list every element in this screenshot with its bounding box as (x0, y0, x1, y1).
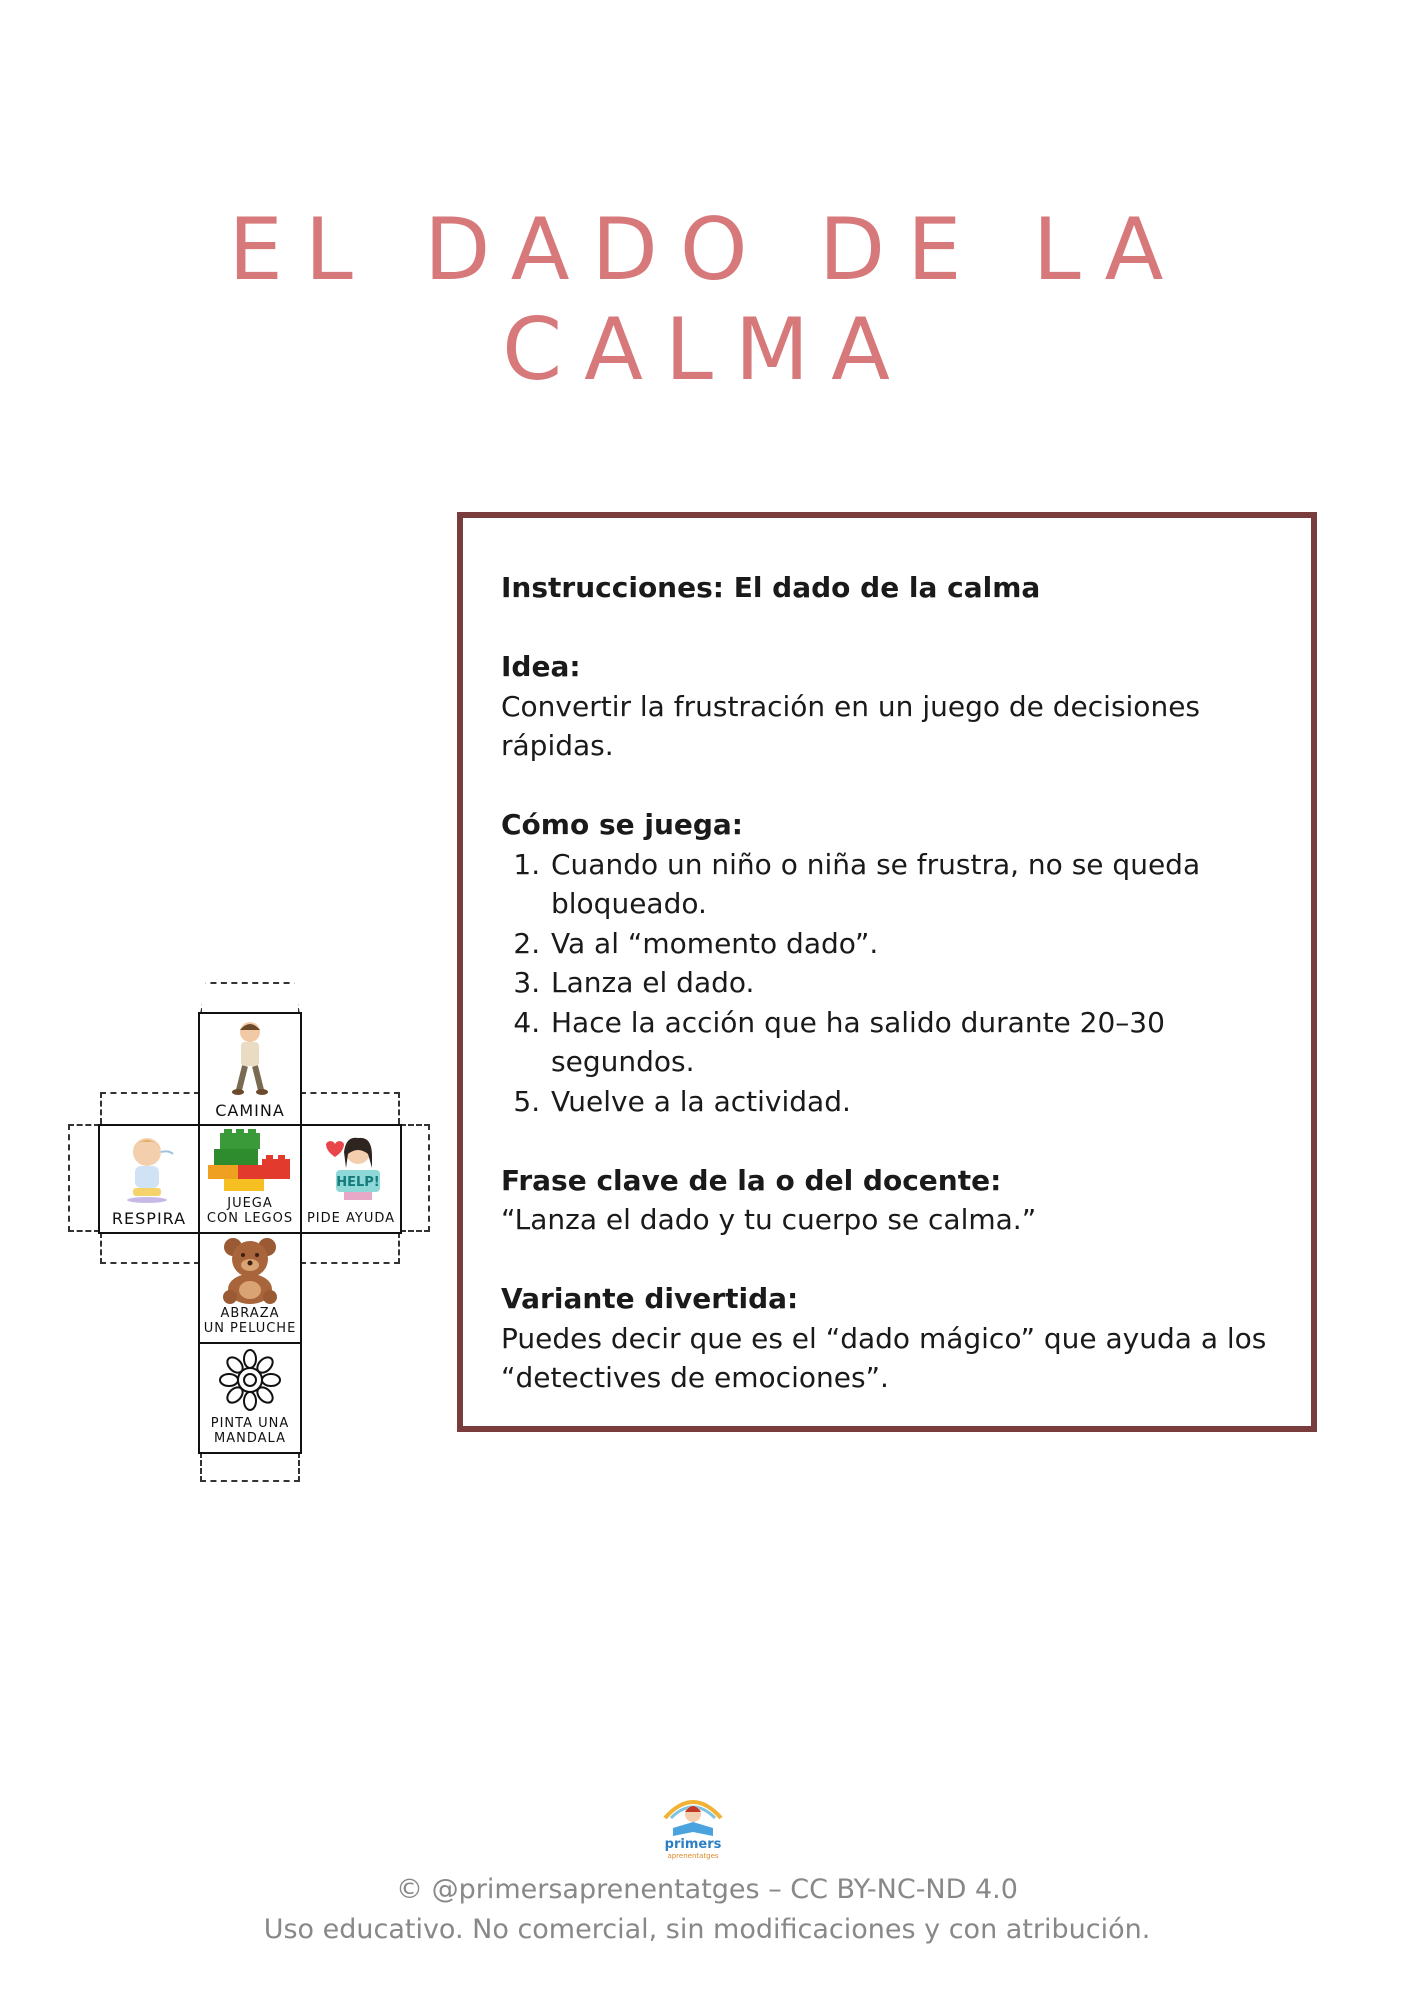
dice-face-peluche (198, 1232, 302, 1344)
dice-face-pide-ayuda (300, 1124, 402, 1234)
instructions-box (457, 512, 1317, 1432)
dice-face-legos (198, 1124, 302, 1234)
logo-text-primers: primers (664, 1837, 722, 1852)
help-sign-text: HELP! (336, 1174, 380, 1190)
idea-title: Idea: (501, 650, 581, 683)
footer-usage: Uso educativo. No comercial, sin modificaciones y con atribución. (263, 1914, 1151, 1945)
how-title: Cómo se juega: (501, 808, 744, 841)
variant-text: Puedes decir que es el “dado mágico” que ayuda a los “detectives de emociones”. (501, 1321, 1267, 1394)
mandala-icon (219, 1349, 281, 1411)
dice-face-respira (98, 1124, 200, 1234)
dice-tab-right-top (300, 1092, 400, 1124)
idea-text: Convertir la frustración en un juego de decisiones rápidas. (501, 689, 1201, 762)
dice-tab-left-bottom (100, 1232, 200, 1264)
face-label-mandala-1: PINTA UNA (210, 1416, 290, 1431)
footer-license: © @primersaprenentatges – CC BY-NC-ND 4.0 (396, 1874, 1018, 1905)
walking-child-icon (225, 1020, 275, 1098)
dice-net (60, 970, 440, 1490)
key-phrase-text: “Lanza el dado y tu cuerpo se calma.” (501, 1203, 1037, 1236)
face-label-camina: CAMINA (215, 1101, 285, 1120)
dice-tab-right-bottom (300, 1232, 400, 1264)
variant-title: Variante divertida: (501, 1282, 799, 1315)
dice-face-mandala (198, 1342, 302, 1454)
help-child-icon (318, 1134, 384, 1204)
dice-tab-left (68, 1124, 100, 1232)
instructions-heading: Instrucciones: El dado de la calma (501, 571, 1041, 604)
dice-face-camina (198, 1012, 302, 1126)
primers-aprenentatges-logo (655, 1792, 731, 1862)
face-label-pide-ayuda: PIDE AYUDA (306, 1211, 396, 1226)
step-item: 3. Lanza el dado. (549, 963, 1275, 1003)
logo-text-aprenentatges: aprenentatges (667, 1852, 719, 1860)
dice-tab-left-top (100, 1092, 200, 1124)
face-label-respira: RESPIRA (111, 1209, 187, 1228)
dice-tab-bottom (200, 1452, 300, 1482)
footer (0, 1870, 1414, 1950)
step-item: 5. Vuelve a la actividad. (549, 1082, 1275, 1122)
dice-tab-right (400, 1124, 430, 1232)
dice-tab-top (200, 982, 300, 1014)
face-label-mandala-2: MANDALA (214, 1431, 286, 1446)
teddy-bear-icon (215, 1235, 285, 1305)
step-item: 2. Va al “momento dado”. (549, 924, 1275, 964)
step-item: 4. Hace la acción que ha salido durante 20–30 segundos. (549, 1003, 1275, 1082)
face-label-peluche-2: UN PELUCHE (203, 1321, 297, 1336)
page-title: EL DADO DE LA CALMA (228, 200, 1186, 400)
steps-list (501, 845, 1275, 1122)
step-item: 1. Cuando un niño o niña se frustra, no se queda bloqueado. (549, 845, 1275, 924)
face-label-legos-2: CON LEGOS (206, 1211, 294, 1226)
key-phrase-title: Frase clave de la o del docente: (501, 1163, 1002, 1197)
lego-bricks-icon (206, 1129, 294, 1193)
breathing-child-icon (121, 1134, 177, 1204)
face-label-peluche-1: ABRAZA (220, 1306, 280, 1321)
face-label-legos-1: JUEGA (227, 1196, 273, 1211)
